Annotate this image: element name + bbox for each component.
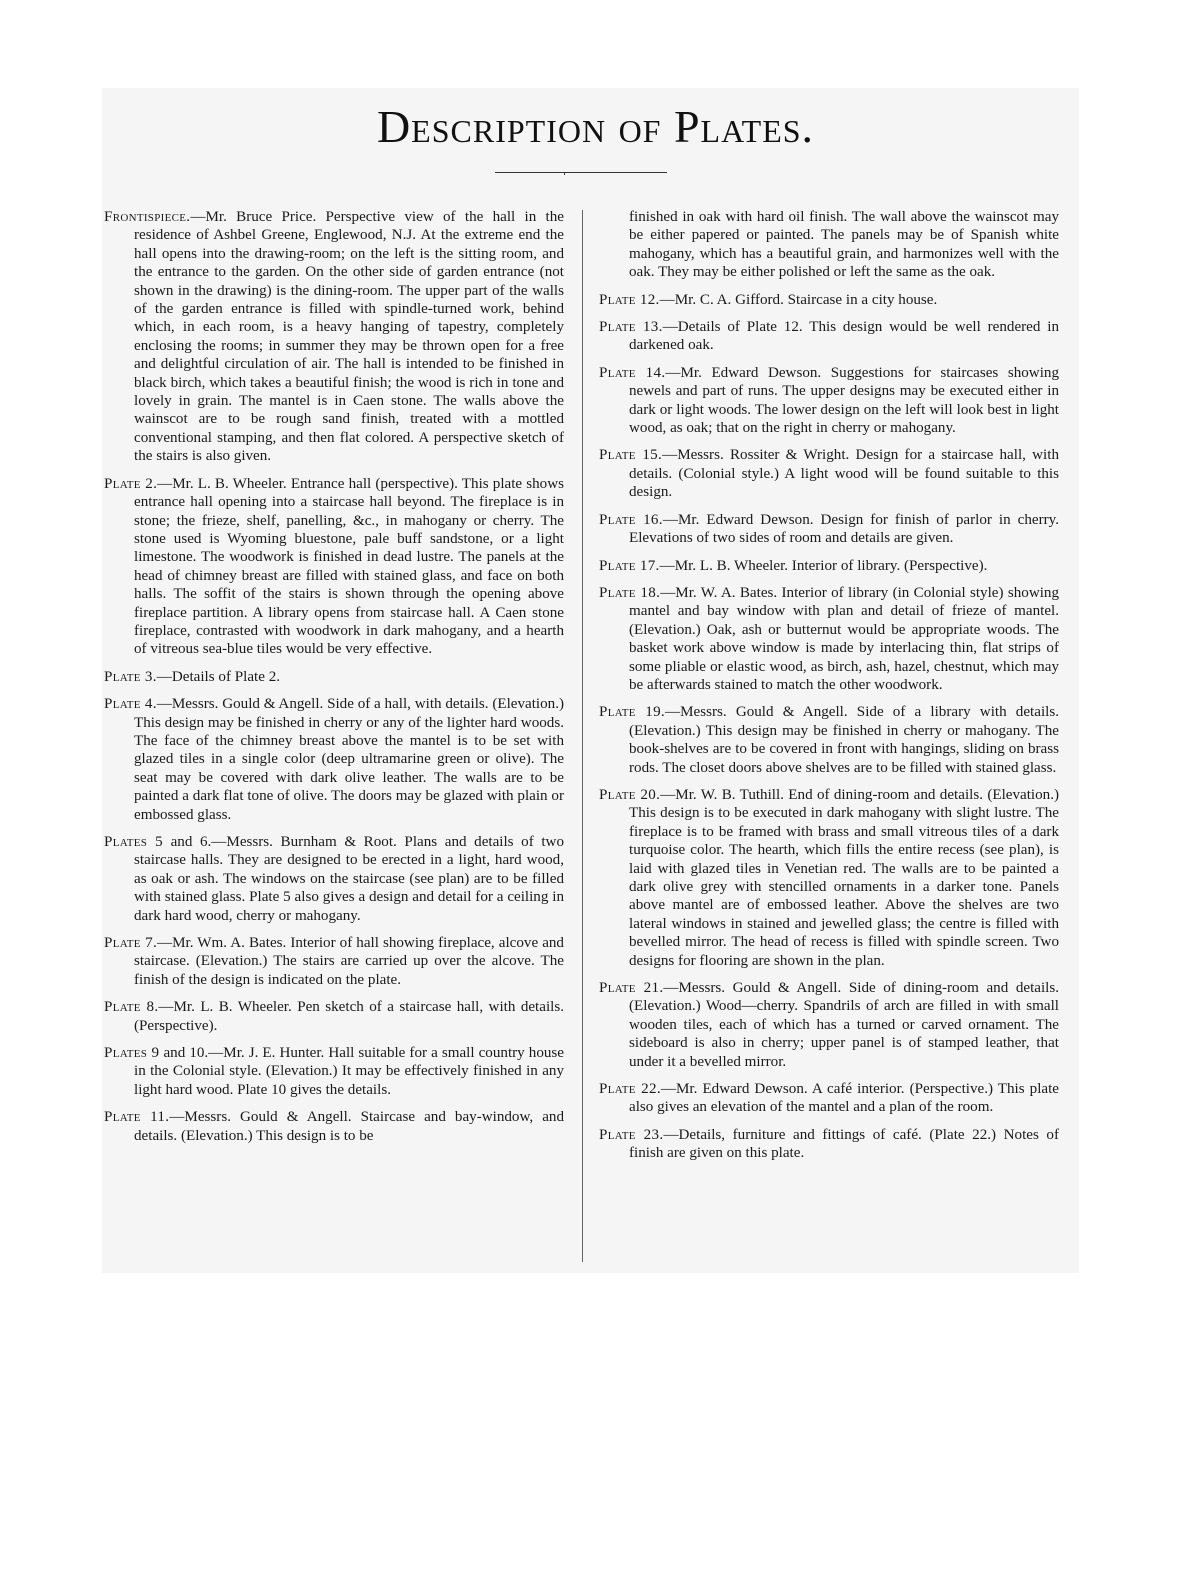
plate-entry	[104, 475, 564, 659]
left-column	[104, 208, 564, 1154]
plate-label: Plate 19.	[599, 704, 666, 721]
plate-label: Plate 21.	[599, 980, 664, 997]
plate-label: Plates 9	[104, 1045, 160, 1062]
plate-entry	[599, 786, 1059, 970]
plate-label: Plate 23.	[599, 1126, 664, 1143]
plate-label: Plate 12.	[599, 291, 660, 308]
plate-description: —Mr. Wm. A. Bates. Interior of hall showing fireplace, alcove and staircase. (Elevation.) The stairs are carried up over the alcove. The finish of the design is indicated on the plate.	[134, 935, 564, 988]
title-rule	[495, 172, 667, 173]
plate-description: finished in oak with hard oil finish. The wall above the wainscot may be either papered or painted. The panels may be of Spanish white mahogany, which has a beautiful grain, and harmonizes well with the oak. They may be either polished or left the same as the oak.	[629, 209, 1059, 281]
plate-description: —Mr. L. B. Wheeler. Pen sketch of a staircase hall, with details. (Perspective).	[134, 999, 564, 1034]
plate-label: Plate 4.	[104, 696, 157, 713]
plate-entry	[599, 318, 1059, 355]
plate-entry	[599, 979, 1059, 1071]
column-divider	[582, 210, 583, 1262]
plate-entry	[104, 998, 564, 1035]
plate-description: —Messrs. Gould & Angell. Side of a library with details. (Elevation.) This design may be finished in cherry or mahogany. The book-shelves are to be covered in front with hangings, sliding on brass rods. The closet doors above shelves are to be filled with stained glass.	[629, 704, 1059, 776]
plate-label: Plate 16.	[599, 511, 663, 528]
plate-description: —Mr. W. B. Tuthill. End of dining-room and details. (Elevation.) This design is to be executed in dark mahogany with slight lustre. The fireplace is to be framed with brass and small vitreous tiles of a dark turquoise color. The hearth, which fills the entire recess (see plan), is laid with glazed tiles in Venetian red. The walls are to be painted a dark olive grey with stencilled ornaments in a darker tone. Panels above mantel are of embossed leather. Above the shelves are two lateral windows in stained and jewelled glass; the centre is filled with bevelled mirror. The head of recess is filled with spindle screen. Two designs for flooring are shown in the plan.	[629, 786, 1059, 969]
plate-description: —Details of Plate 2.	[156, 668, 281, 685]
plate-description: —Mr. Edward Dewson. A café interior. (Perspective.) This plate also gives an elevation of the mantel and a plan of the room.	[629, 1081, 1059, 1116]
plate-entry	[599, 446, 1059, 501]
plate-entry	[104, 695, 564, 824]
plate-description: —Mr. Edward Dewson. Suggestions for staircases showing newels and part of runs. The upper designs may be executed either in dark or light woods. The lower design on the left will look best in light wood, as oak; that on the right in cherry or mahogany.	[629, 364, 1059, 437]
plate-entry	[599, 703, 1059, 777]
plate-label: Plate 8.	[104, 999, 159, 1016]
plate-label: Plate 14.	[599, 364, 666, 381]
plate-description: —Details, furniture and fittings of café. (Plate 22.) Notes of finish are given on this plate.	[629, 1126, 1060, 1162]
plate-description: —Mr. L. B. Wheeler. Entrance hall (perspective). This plate shows entrance hall opening into a staircase hall beyond. The fireplace is in stone; the frieze, shelf, panelling, &c., in mahogany or cherry. The stone used is Wyoming bluestone, pale buff sandstone, or a light limestone. The woodwork is finished in dead lustre. The panels at the head of chimney breast are filled with stained glass, and face on both halls. The soffit of the stairs is shown through the opening above fireplace partition. A library opens from staircase hall. A Caen stone fireplace, contrasted with woodwork in dark mahogany, and a hearth of vitreous sea-blue tiles would be very effective.	[134, 475, 564, 658]
page-title: Description of Plates.	[376, 101, 815, 152]
plate-entry	[104, 668, 564, 686]
plate-label: Plate 7.	[104, 935, 158, 952]
plate-description: —Mr. C. A. Gifford. Staircase in a city house.	[659, 291, 938, 308]
plate-entry	[599, 1080, 1059, 1117]
plate-entry	[599, 584, 1059, 694]
plate-description: and 10.—Mr. J. E. Hunter. Hall suitable for a small country house in the Colonial style. (Elevation.) It may be effectively finished in any light hard wood. Plate 10 gives the details.	[134, 1045, 564, 1098]
plate-label: Plate 15.	[599, 447, 663, 464]
right-column	[599, 208, 1059, 1172]
plate-description: —Mr. Bruce Price. Perspective view of the hall in the residence of Ashbel Greene, Englewood, N.J. At the extreme end the hall opens into the drawing-room; on the left is the sitting room, and the entrance to the garden. On the other side of garden entrance (not shown in the drawing) is the dining-room. The upper part of the walls of the garden entrance is filled with spindle-turned work, behind which, in each room, is a heavy hanging of tapestry, completely enclosing the rooms; in summer they may be thrown open for a free and delightful circulation of air. The hall is intended to be finished in black birch, which takes a beautiful finish; the wood is rich in tone and lovely in grain. The mantel is in Caen stone. The walls above the wainscot are to be rough sand finish, treated with a mottled conventional stamping, and then flat colored. A perspective sketch of the stairs is also given.	[134, 209, 564, 465]
plate-entry	[104, 1044, 564, 1099]
plate-description: —Mr. W. A. Bates. Interior of library (in Colonial style) showing mantel and bay window with plan and detail of frieze of mantel. (Elevation.) Oak, ash or butternut would be appropriate woods. The basket work above window is made by interlacing thin, flat strips of some pliable or elastic wood, as birch, ash, hazel, chestnut, which may be afterwards stained to match the other woodwork.	[629, 584, 1060, 693]
plate-description: —Messrs. Rossiter & Wright. Design for a staircase hall, with details. (Colonial style.) A light wood will be found suitable to this design.	[629, 447, 1059, 501]
plate-label: Plate 13.	[599, 319, 663, 336]
plate-description: —Messrs. Gould & Angell. Staircase and bay-window, and details. (Elevation.) This design is to be	[134, 1109, 565, 1144]
plate-entry	[104, 833, 564, 925]
plate-label: Plate 17.	[599, 557, 660, 574]
plate-entry	[104, 1108, 564, 1145]
plate-description: —Messrs. Gould & Angell. Side of dining-room and details. (Elevation.) Wood—cherry. Spandrils of arch are filled in with small wooden tiles, each of which has a turned or carved ornament. The sideboard is also in cherry; upper panel is of stamped leather, that under it a bevelled mirror.	[629, 980, 1059, 1070]
plate-entry-continued	[599, 208, 1059, 282]
plate-label: Plate 20.	[599, 786, 661, 803]
plate-entry	[599, 291, 1059, 309]
plate-label: Plate 2.	[104, 475, 158, 492]
plate-description: —Mr. L. B. Wheeler. Interior of library. (Perspective).	[659, 557, 988, 574]
plate-entry	[599, 511, 1059, 548]
plate-entry	[599, 557, 1059, 575]
plate-label: Plate 3.	[104, 668, 157, 685]
plate-label: Plate 22.	[599, 1081, 661, 1098]
plate-entry	[104, 208, 564, 466]
title-rule-ornament	[564, 172, 565, 175]
plate-label: Plate 11.	[104, 1109, 170, 1126]
plate-label: Frontispiece.	[104, 209, 191, 225]
plate-description: —Mr. Edward Dewson. Design for finish of parlor in cherry. Elevations of two sides of room and details are given.	[629, 511, 1059, 547]
plate-entry	[599, 1126, 1059, 1163]
plate-label: Plate 18.	[599, 584, 661, 601]
plate-entry	[104, 934, 564, 989]
plate-description: —Messrs. Gould & Angell. Side of a hall, with details. (Elevation.) This design may be finished in cherry or any of the lighter hard woods. The face of the chimney breast above the mantel is to be set with glazed tiles in a single color (deep ultramarine green or olive). The seat may be covered with dark olive leather. The walls are to be painted a dark flat tone of olive. The doors may be glazed with plain or embossed glass.	[134, 696, 564, 823]
plate-description: and 6.—Messrs. Burnham & Root. Plans and details of two staircase halls. They are designed to be erected in a light, hard wood, as oak or ash. The windows on the staircase (see plan) are to be filled with stained glass. Plate 5 also gives a design and detail for a ceiling in dark hard wood, cherry or mahogany.	[134, 834, 564, 924]
plate-label: Plates 5	[104, 834, 163, 850]
plate-description: —Details of Plate 12. This design would be well rendered in darkened oak.	[629, 319, 1059, 354]
plate-entry	[599, 364, 1059, 438]
